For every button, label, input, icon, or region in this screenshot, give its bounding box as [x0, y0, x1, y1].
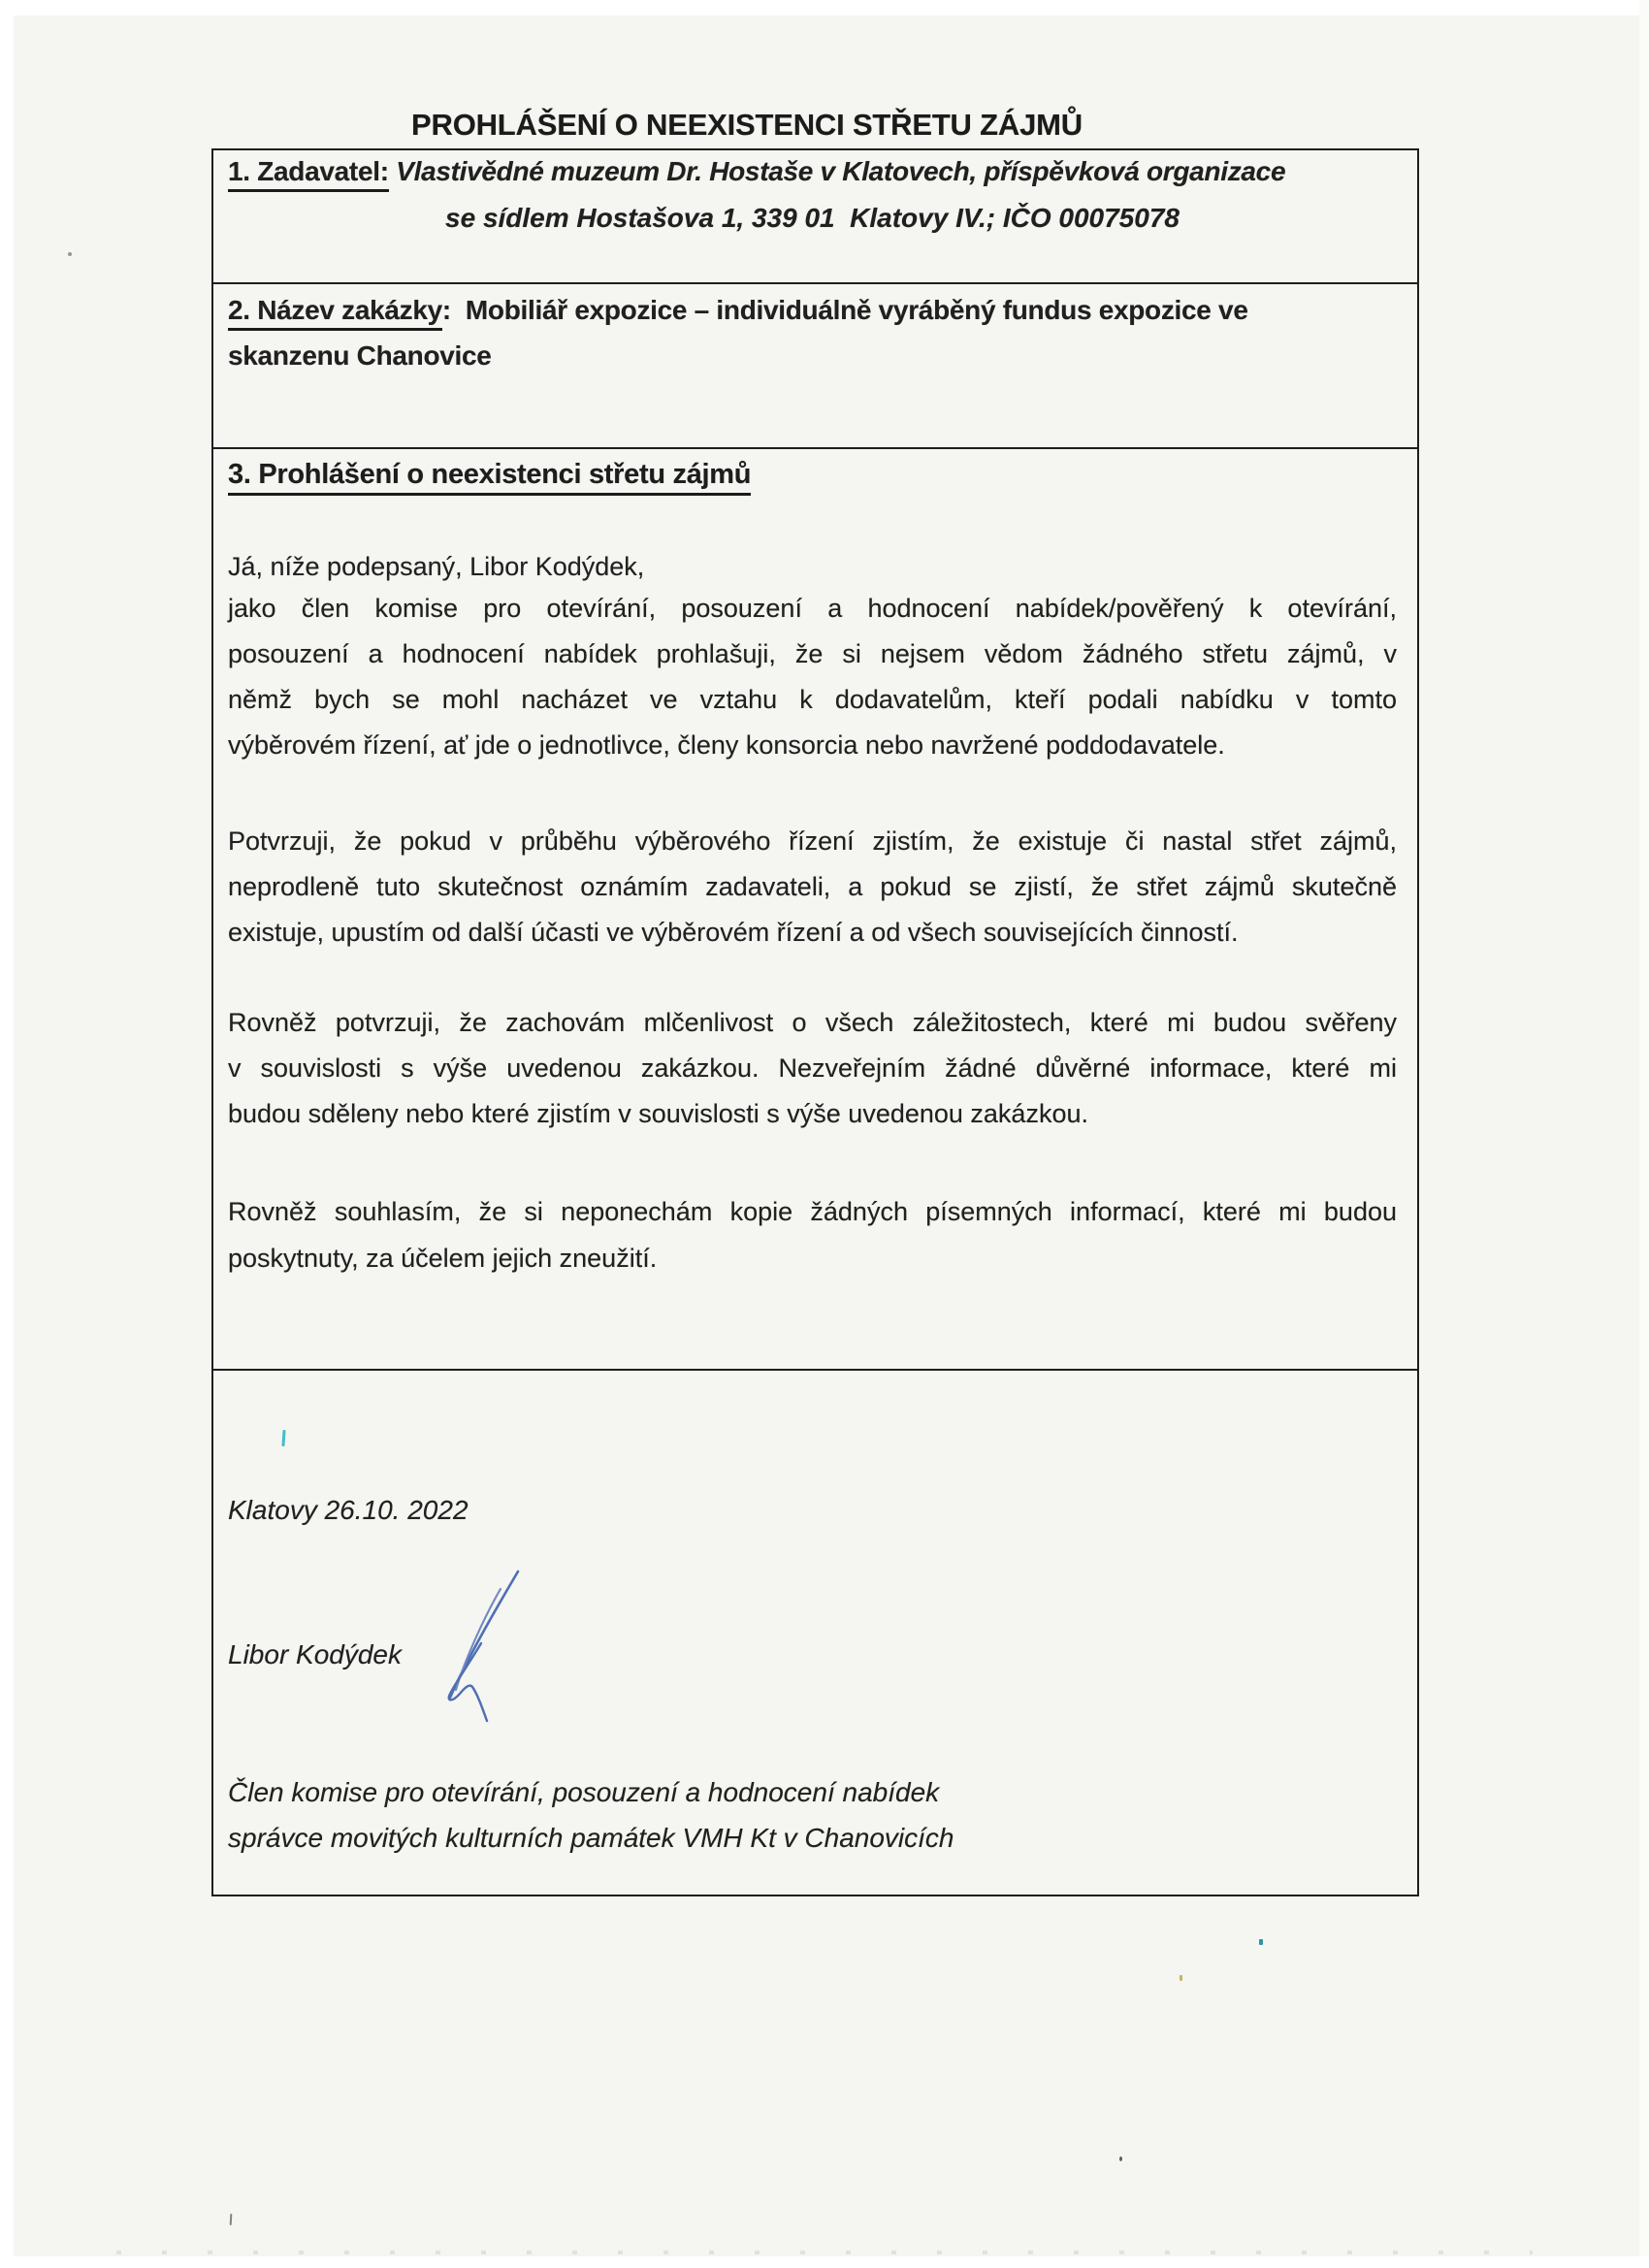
- contracting-authority-value: Vlastivědné muzeum Dr. Hostaše v Klatovech, příspěvková organizace: [388, 156, 1286, 186]
- date-place-line: Klatovy 26.10. 2022: [228, 1495, 469, 1525]
- contract-name-label: 2. Název zakázky: [228, 295, 442, 331]
- signature-box: [211, 1369, 1419, 1896]
- declaration-line: Rovněž potvrzuji, že zachovám mlčenlivost o všech záležitostech, které mi budou svěřeny: [228, 1008, 1397, 1037]
- declaration-line: Rovněž souhlasím, že si neponechám kopie žádných písemných informací, které mi budou: [228, 1197, 1397, 1226]
- declaration-line: posouzení a hodnocení nabídek prohlašuji, že si nejsem vědom žádného střetu zájmů, v: [228, 639, 1397, 668]
- declaration-line: Potvrzuji, že pokud v průběhu výběrového řízení zjistím, že existuje či nastal střet zájmů,: [228, 826, 1397, 856]
- scan-edge-left: [0, 0, 14, 2268]
- scan-noise-line: [116, 2251, 1533, 2254]
- signer-name: Libor Kodýdek: [228, 1639, 403, 1669]
- declaration-line: výběrovém řízení, ať jde o jednotlivce, členy konsorcia nebo navržené poddodavatele.: [228, 730, 1225, 760]
- declaration-heading-text: 3. Prohlášení o neexistenci střetu zájmů: [228, 459, 751, 496]
- declaration-line: budou sděleny nebo které zjistím v souvislosti s výše uvedenou zakázkou.: [228, 1099, 1088, 1128]
- contract-name-line-2: skanzenu Chanovice: [228, 340, 492, 371]
- declaration-box: [211, 447, 1419, 1371]
- declaration-line: neprodleně tuto skutečnost oznámím zadavateli, a pokud se zjistí, že střet zájmů skutečně: [228, 872, 1397, 901]
- contract-name-value: : Mobiliář expozice – individuálně vyráběný fundus expozice ve: [441, 295, 1248, 325]
- scan-edge-top: [0, 0, 1649, 16]
- declaration-line: němž bych se mohl nacházet ve vztahu k dodavatelům, kteří podali nabídku v tomto: [228, 685, 1397, 714]
- contracting-authority-address: se sídlem Hostašova 1, 339 01 Klatovy IV.; IČO 00075078: [445, 203, 1180, 233]
- scan-speck: [1119, 2156, 1122, 2161]
- contract-name-line: [228, 294, 1397, 327]
- contracting-authority-line: [228, 155, 1397, 188]
- scan-speck: [1259, 1939, 1263, 1945]
- declaration-line: v souvislosti s výše uvedenou zakázkou. Nezveřejním žádné důvěrné informace, které mi: [228, 1053, 1397, 1083]
- declaration-intro-line: Já, níže podepsaný, Libor Kodýdek,: [228, 552, 645, 581]
- declaration-heading: [228, 458, 751, 491]
- declaration-line: poskytnuty, za účelem jejich zneužití.: [228, 1244, 658, 1273]
- contracting-authority-label: 1. Zadavatel:: [228, 156, 389, 192]
- declaration-line: existuje, upustím od další účasti ve výběrovém řízení a od všech souvisejících činností.: [228, 918, 1239, 947]
- scan-speck: [230, 2214, 233, 2225]
- signer-role-line-1: Člen komise pro otevírání, posouzení a hodnocení nabídek: [228, 1777, 940, 1807]
- scan-edge-bottom: [0, 2256, 1649, 2268]
- declaration-line: jako člen komise pro otevírání, posouzení a hodnocení nabídek/pověřený k otevírání,: [228, 594, 1397, 623]
- scan-edge-right: [1639, 0, 1649, 2268]
- scan-speck: [68, 252, 72, 256]
- scan-speck: [1180, 1975, 1182, 1981]
- document-title: PROHLÁŠENÍ O NEEXISTENCI STŘETU ZÁJMŮ: [411, 108, 1083, 142]
- signer-role-line-2: správce movitých kulturních památek VMH Kt v Chanovicích: [228, 1823, 954, 1853]
